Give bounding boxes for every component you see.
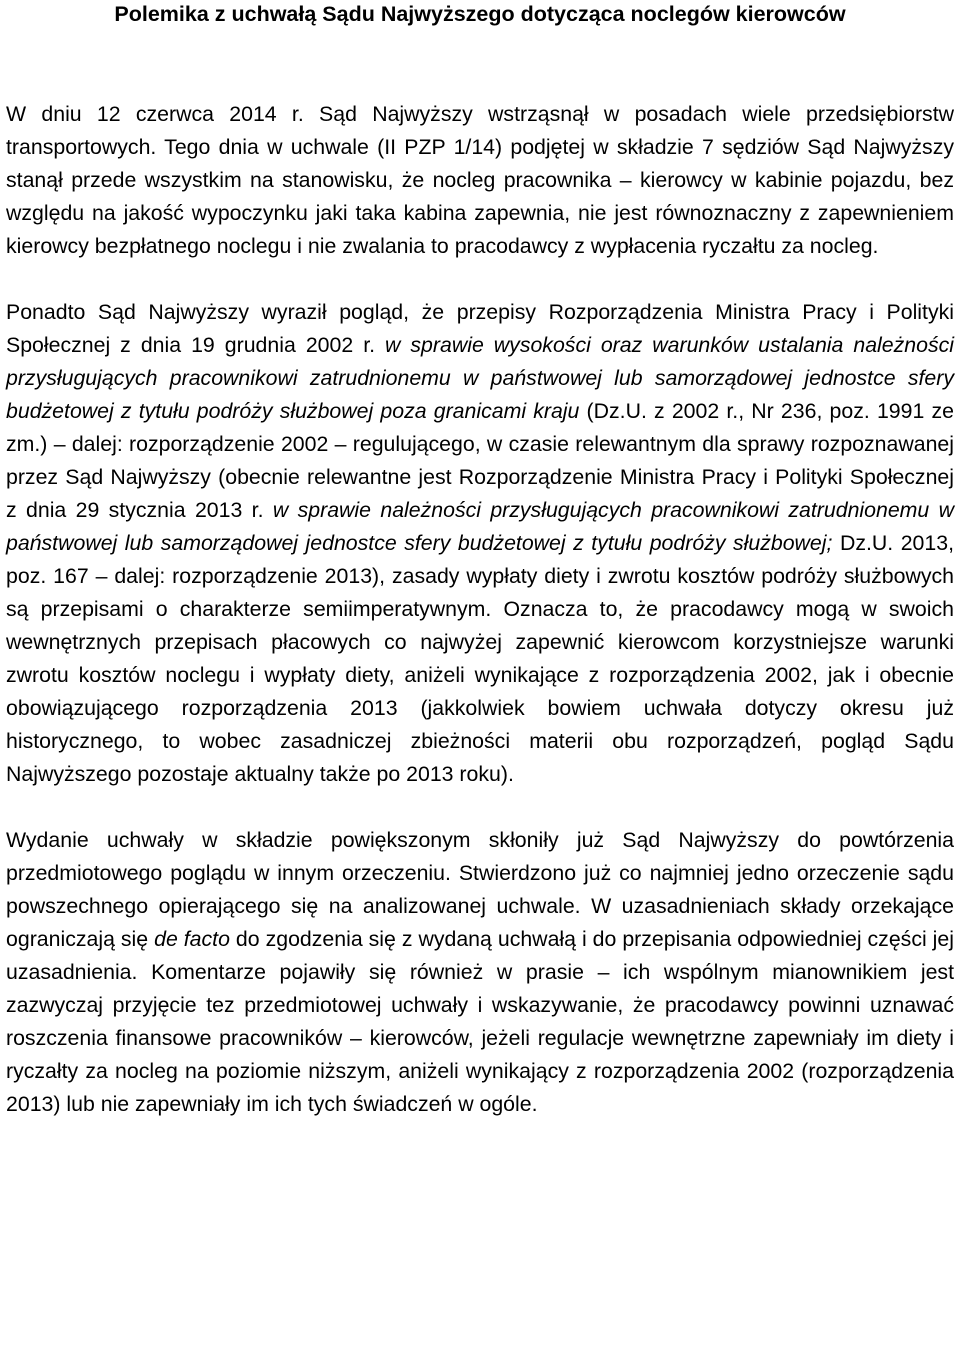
- paragraph-2-text-1: Ponadto Sąd Najwyższy wyraził pogląd, że przepisy Rozporządzenia Ministra Pracy i Polityki Społecznej z dnia 19 grudnia 2002 r.: [6, 300, 954, 357]
- paragraph-3-text-2: do zgodzenia się z wydaną uchwałą i do przepisania odpowiedniej części jej uzasadnienia. Komentarze pojawiły się również w prasie – ich wspólnym mianownikiem jest zazwyczaj przyjęcie tez przedmiotowej uchwały i wskazywanie, że pracodawcy powinni uznawać roszczenia finansowe pracowników – kierowców, jeżeli regulacje wewnętrzne zapewniały im diety i ryczałty za nocleg na poziomie niższym, aniżeli wynikający z rozporządzenia 2002 (rozporządzenia 2013) lub nie zapewniały im ich tych świadczeń w ogóle.: [6, 927, 954, 1116]
- paragraph-1: W dniu 12 czerwca 2014 r. Sąd Najwyższy wstrząsnął w posadach wiele przedsiębiorstw transportowych. Tego dnia w uchwale (II PZP 1/14) podjętej w składzie 7 sędziów Sąd Najwyższy stanął przede wszystkim na stanowisku, że nocleg pracownika – kierowcy w kabinie pojazdu, bez względu na jakość wypoczynku jaki taka kabina zapewnia, nie jest równoznaczny z zapewnieniem kierowcy bezpłatnego noclegu i nie zwalania to pracodawcy z wypłacenia ryczałtu za nocleg.: [6, 102, 954, 258]
- document-title: Polemika z uchwałą Sądu Najwyższego dotycząca noclegów kierowców: [114, 2, 846, 26]
- paragraph-3: [6, 824, 954, 1121]
- paragraph-2-text-2: (Dz.U. z 2002 r., Nr 236, poz. 1991 ze zm.) – dalej: rozporządzenie 2002 – regulującego, w czasie relewantnym dla sprawy rozpoznawanej przez Sąd Najwyższy (obecnie relewantne jest Rozporządzenie Ministra Pracy i Polityki Społecznej z dnia 29 stycznia 2013 r.: [6, 399, 954, 522]
- paragraph-2: [6, 296, 954, 791]
- paragraph-3-text-1: Wydanie uchwały w składzie powiększonym skłoniły już Sąd Najwyższy do powtórzenia przedmiotowego poglądu w innym orzeczeniu. Stwierdzono już co najmniej jedno orzeczenie sądu powszechnego opierającego się na analizowanej uchwale. W uzasadnieniach składy orzekające ograniczają się: [6, 828, 954, 951]
- regulation-2013-title: w sprawie należności przysługujących pracownikowi zatrudnionemu w państwowej lub samorządowej jednostce sfery budżetowej z tytułu podróży służbowej;: [6, 498, 954, 555]
- paragraph-2-text-3: Dz.U. 2013, poz. 167 – dalej: rozporządzenie 2013), zasady wypłaty diety i zwrotu kosztów podróży służbowych są przepisami o charakterze semiimperatywnym. Oznacza to, że pracodawcy mogą w swoich wewnętrznych przepisach płacowych co najwyżej zapewnić kierowcom korzystniejsze warunki zwrotu kosztów noclegu i wypłaty diety, aniżeli wynikające z rozporządzenia 2002, jak i obecnie obowiązującego rozporządzenia 2013 (jakkolwiek bowiem uchwała dotyczy okresu już historycznego, to wobec zasadniczej zbieżności materii obu rozporządzeń, pogląd Sądu Najwyższego pozostaje aktualny także po 2013 roku).: [6, 531, 954, 786]
- latin-phrase: de facto: [154, 927, 230, 951]
- regulation-2002-title: w sprawie wysokości oraz warunków ustalania należności przysługujących pracownikowi zatrudnionemu w państwowej lub samorządowej jednostce sfery budżetowej z tytułu podróży służbowej poza granicami kraju: [6, 333, 955, 423]
